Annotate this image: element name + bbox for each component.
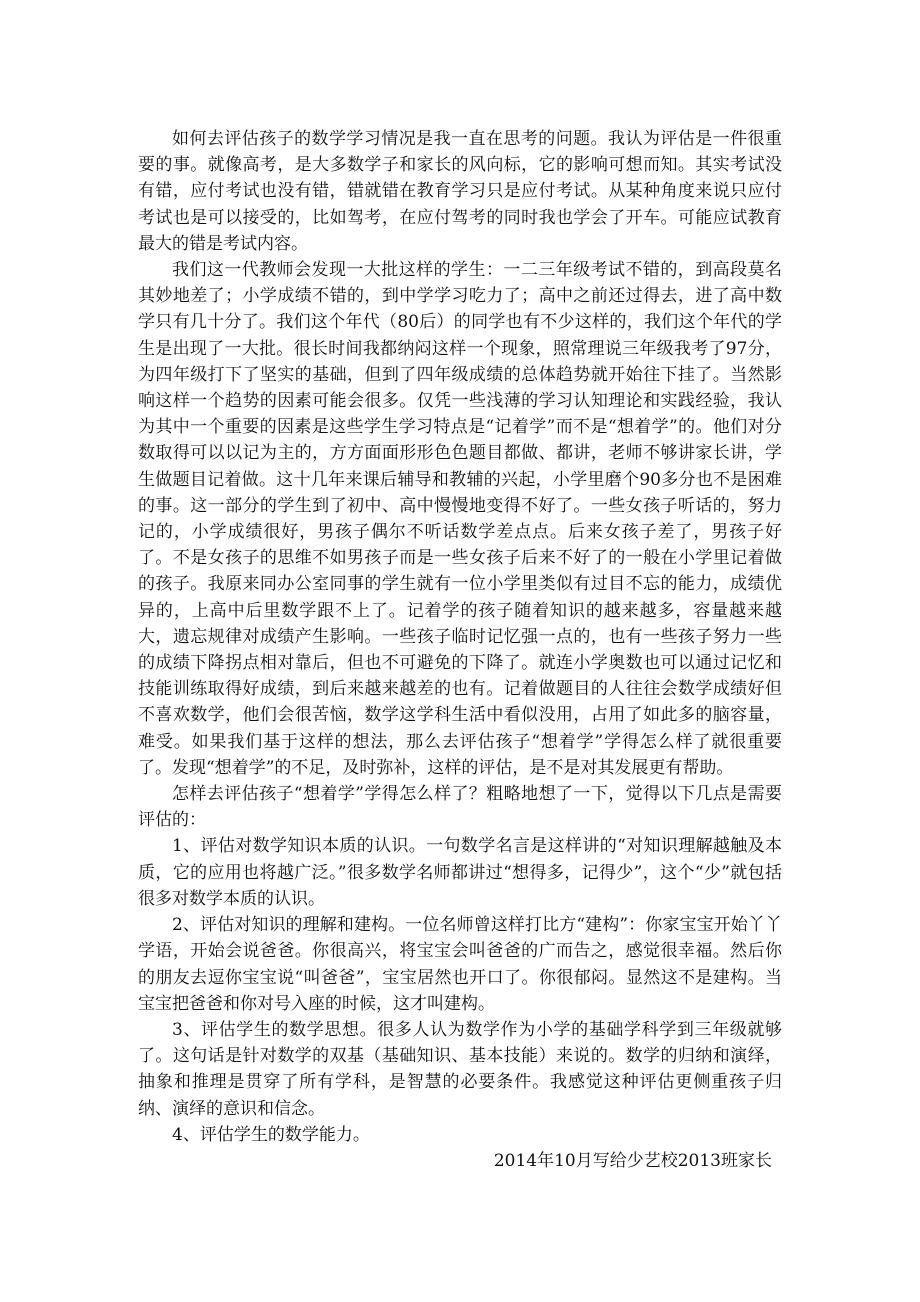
paragraph-observation: 我们这一代教师会发现一大批这样的学生：一二三年级考试不错的，到高段莫名其妙地差了；小学成绩不错的，到中学学习吃力了；高中之前还过得去，进了高中数学只有几十分了。我们这个年代（80后）的同学也有不少这样的，我们这个年代的学生是出现了一大批。很长时间我都纳闷这样一个现象，照常理说三年级我考了97分，为四年级打下了坚实的基础，但到了四年级成绩的总体趋势就开始往下挂了。当然影响这样一个趋势的因素可能会很多。仅凭一些浅薄的学习认知理论和实践经验，我认为其中一个重要的因素是这些学生学习特点是“记着学”而不是“想着学”的。他们对分数取得可以以记为主的，方方面面形形色色题目都做、都讲，老师不够讲家长讲，学生做题目记着做。这十几年来课后辅导和教辅的兴起，小学里磨个90多分也不是困难的事。这一部分的学生到了初中、高中慢慢地变得不好了。一些女孩子听话的，努力记的，小学成绩很好，男孩子偶尔不听话数学差点点。后来女孩子差了，男孩子好了。不是女孩子的思维不如男孩子而是一些女孩子后来不好了的一般在小学里记着做的孩子。我原来同办公室同事的学生就有一位小学里类似有过目不忘的能力，成绩优异的，上高中后里数学跟不上了。记着学的孩子随着知识的越来越多，容量越来越大，遗忘规律对成绩产生影响。一些孩子临时记忆强一点的，也有一些孩子努力一些的成绩下降拐点相对靠后，但也不可避免的下降了。就连小学奥数也可以通过记忆和技能训练取得好成绩，到后来越来越差的也有。记着做题目的人往往会数学成绩好但不喜欢数学，他们会很苦恼，数学这学科生活中看似没用，占用了如此多的脑容量，难受。如果我们基于这样的想法，那么去评估孩子“想着学”学得怎么样了就很重要了。发现“想着学”的不足，及时弥补，这样的评估，是不是对其发展更有帮助。	[138, 260, 782, 778]
paragraph-point-1: 1、评估对数学知识本质的认识。一句数学名言是这样讲的“对知识理解越触及本质，它的应用也将越广泛。”很多数学名师都讲过“想得多，记得少”，这个“少”就包括很多对数学本质的认识。	[138, 836, 782, 909]
paragraph-point-3: 3、评估学生的数学思想。很多人认为数学作为小学的基础学科学到三年级就够了。这句话是针对数学的双基（基础知识、基本技能）来说的。数学的归纳和演绎，抽象和推理是贯穿了所有学科，是智慧的必要条件。我感觉这种评估更侧重孩子归纳、演绎的意识和信念。	[138, 1019, 782, 1119]
paragraph-intro: 如何去评估孩子的数学学习情况是我一直在思考的问题。我认为评估是一件很重要的事。就像高考，是大多数学子和家长的风向标，它的影响可想而知。其实考试没有错，应付考试也没有错，错就错在教育学习只是应付考试。从某种角度来说只应付考试也是可以接受的，比如驾考，在应付驾考的同时我也学会了开车。可能应试教育最大的错是考试内容。	[138, 129, 782, 254]
paragraph-point-4: 4、评估学生的数学能力。	[172, 1124, 370, 1145]
signature-line: 2014年10月写给少艺校2013班家长	[493, 1150, 772, 1171]
document-body	[138, 126, 782, 1174]
paragraph-point-2: 2、评估对知识的理解和建构。一位名师曾这样打比方“建构”：你家宝宝开始丫丫学语，开始会说爸爸。你很高兴，将宝宝会叫爸爸的广而告之，感觉很幸福。然后你的朋友去逗你宝宝说“叫爸爸”，宝宝居然也开口了。你很郁闷。显然这不是建构。当宝宝把爸爸和你对号入座的时候，这才叫建构。	[138, 915, 782, 1014]
paragraph-question: 怎样去评估孩子“想着学”学得怎么样了？粗略地想了一下，觉得以下几点是需要评估的：	[138, 784, 782, 831]
